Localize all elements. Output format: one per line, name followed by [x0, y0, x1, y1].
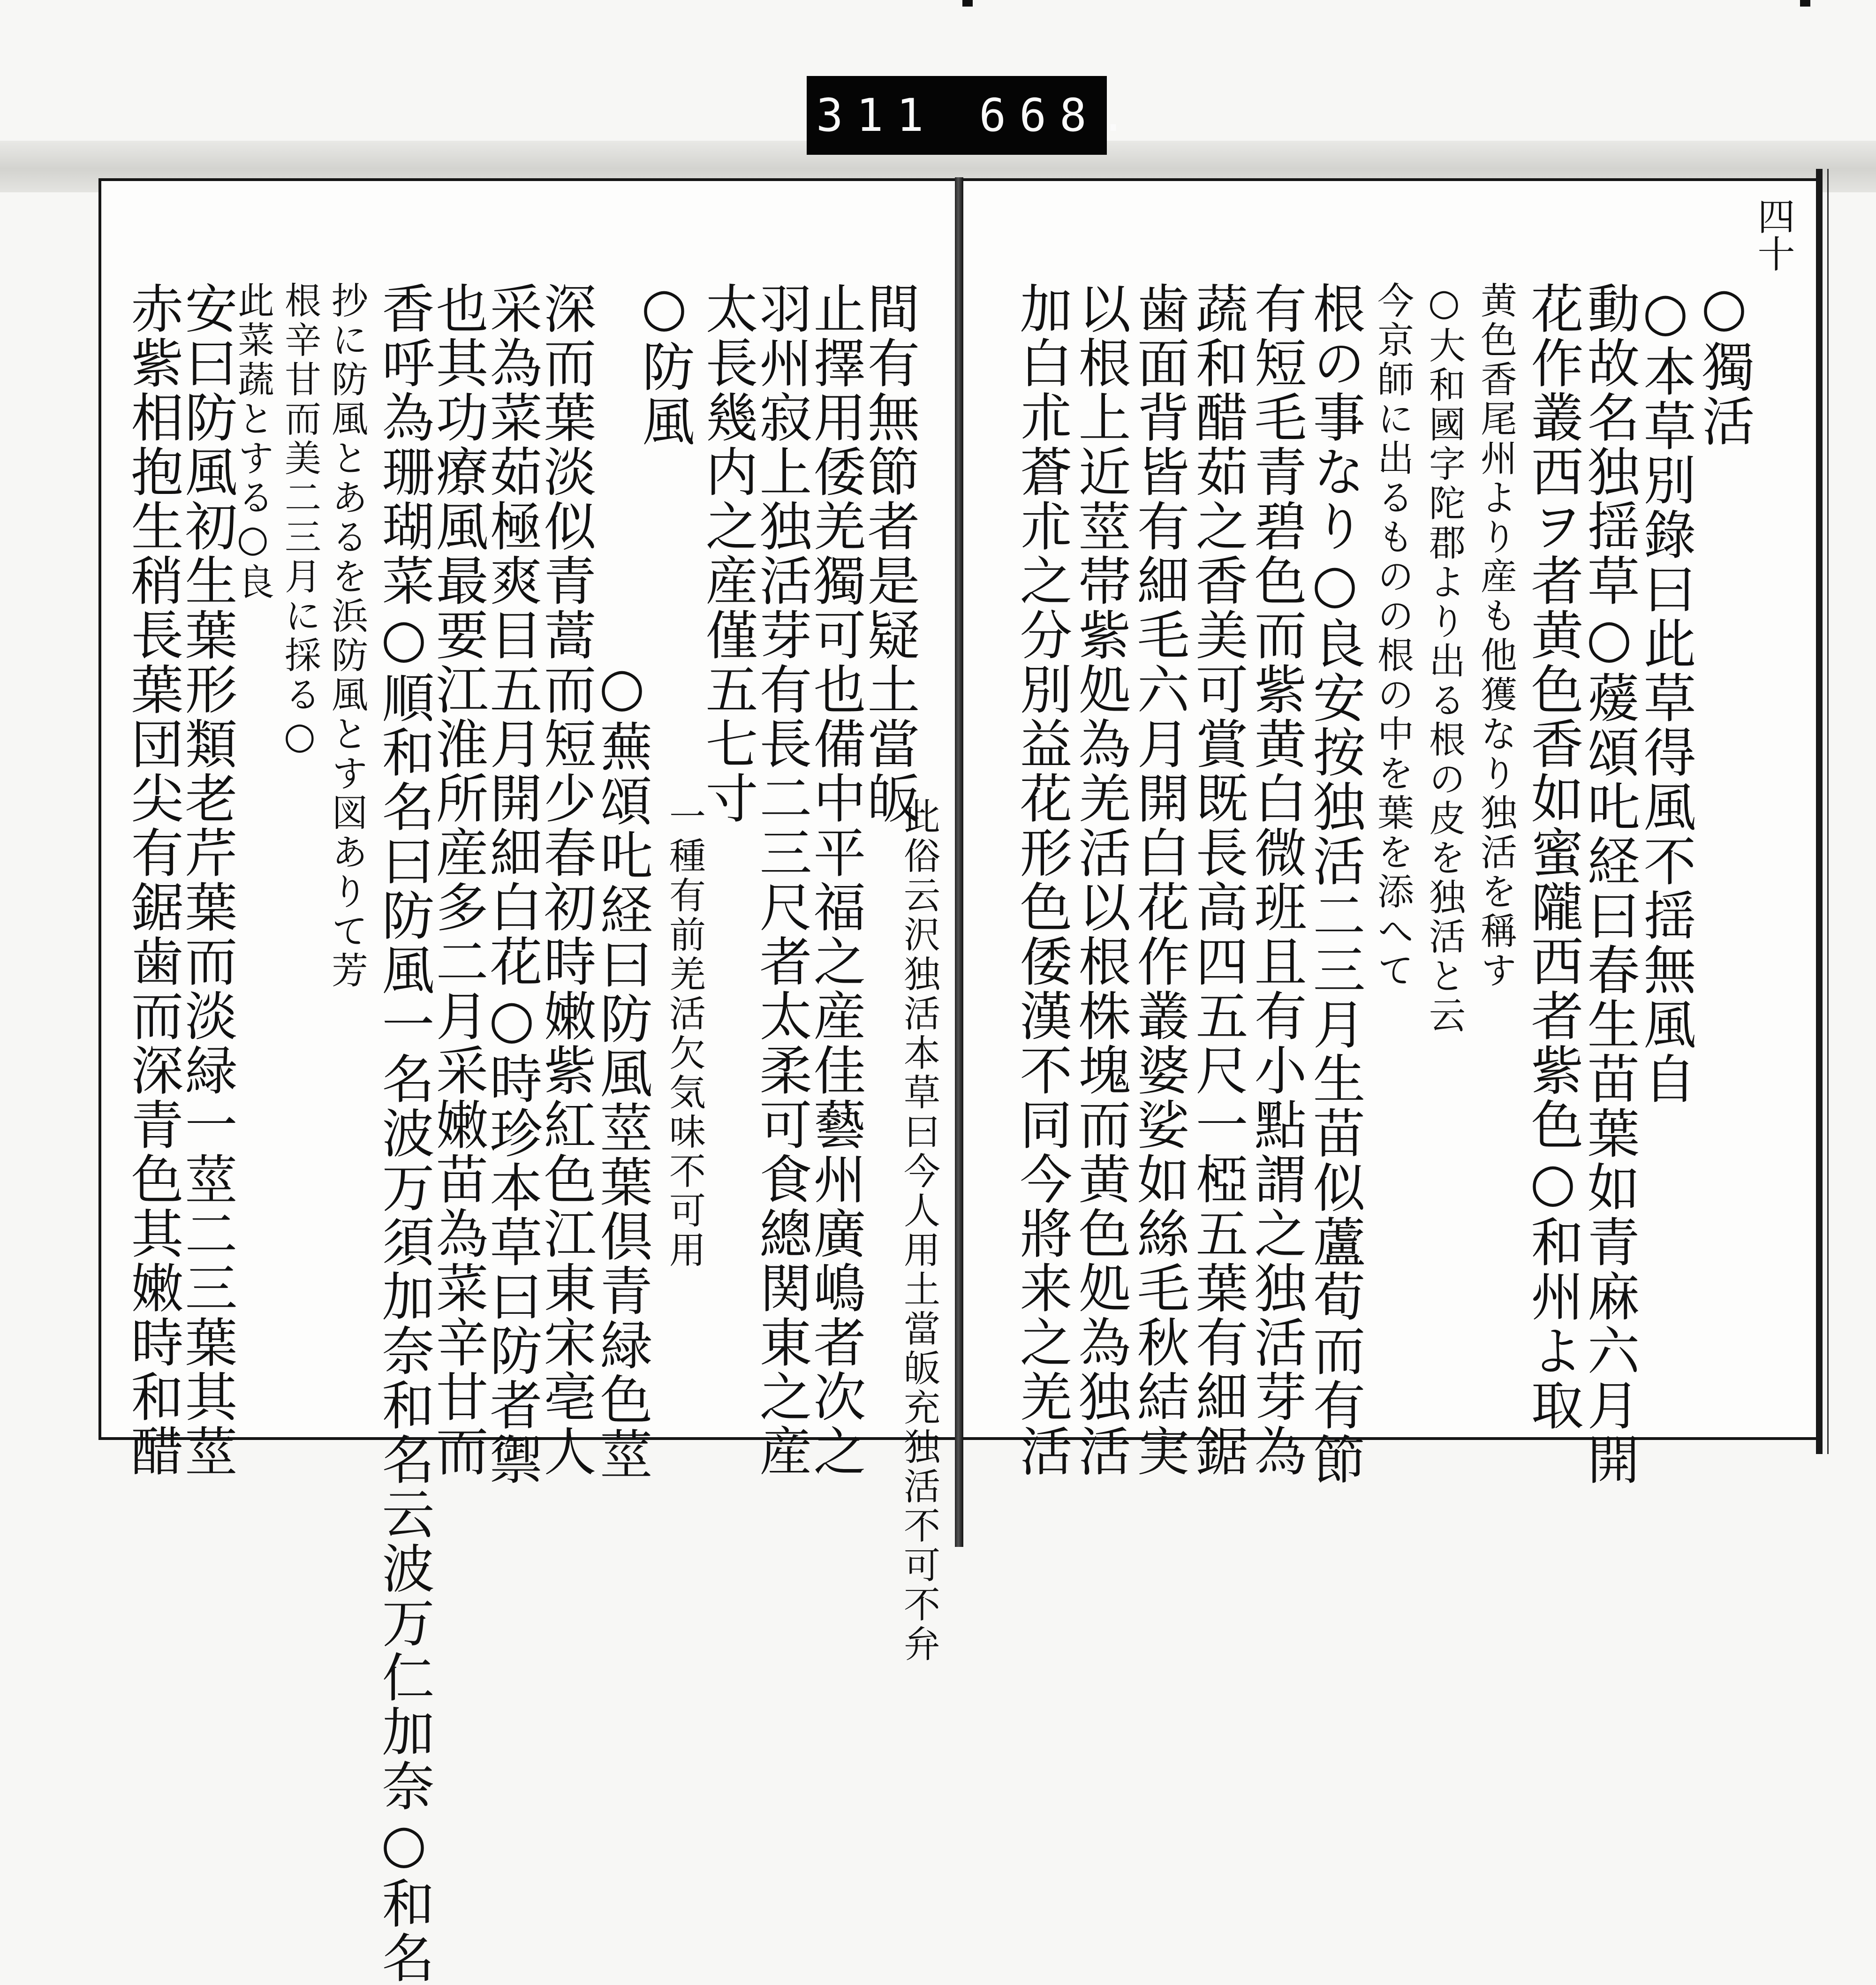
interlinear-note: 此俗云沢独活本草曰今人用土當皈充独活不可不弁 — [898, 797, 940, 1664]
interlinear-note: 一種有前羌活欠気味不可用 — [663, 797, 705, 1270]
entry-heading-dokkatsu: ○獨活 — [1694, 277, 1755, 448]
call-number-left: 311 — [816, 89, 937, 142]
call-number-right: 668. — [979, 89, 1140, 142]
text-column: 赤紫相抱生稍長葉団尖有鋸歯而深青色其嫩時和醋 — [122, 281, 183, 1478]
book-spine — [955, 177, 963, 1547]
cursive-annotation-column: 根辛甘而美二三月に採る○ — [279, 281, 321, 760]
text-column: 也其功療風最要江淮所産多二月采嫩苗為菜辛甘而 — [427, 281, 488, 1478]
text-column: 以根上近莖帯紫処為羌活以根株塊而黄色処為独活 — [1070, 281, 1131, 1478]
text-column: ○蕪頌𠮟経曰防風莖葉倶青緑色莖 — [591, 657, 652, 1481]
top-edge-mark — [962, 0, 973, 7]
text-column: ○本草別錄曰此草得風不揺無風自 — [1635, 281, 1696, 1106]
cursive-annotation-column: 黄色香尾州より産も他獲なり独活を稱す — [1475, 281, 1517, 991]
text-column: 動故名独揺草○蕿頌𠮟経曰春生苗葉如青麻六月開 — [1579, 281, 1640, 1487]
text-column: 間有無節者是疑土當皈 — [859, 281, 920, 826]
text-column: 蔬和醋茹之香美可賞既長高四五尺一椏五葉有細鋸 — [1187, 281, 1248, 1478]
text-column: 加白朮蒼朮之分別益花形色倭漢不同今將来之羌活 — [1011, 281, 1072, 1478]
text-column: 羽州寂上独活芽有長二三尺者太柔可食總関東之産 — [751, 281, 812, 1478]
page-edge — [1816, 169, 1823, 1454]
cursive-annotation-column: 今京師に出るものの根の中を葉を添へて — [1371, 281, 1414, 991]
cursive-annotation-column: ○大和國字陀郡より出る根の皮を独活と云 — [1423, 281, 1465, 1036]
text-column: 花作叢西ヲ者黄色香如蜜隴西者紫色○和州よ取 — [1522, 281, 1583, 1432]
call-number-label — [807, 76, 1140, 155]
text-column: 有短毛青碧色而紫黄白微班且有小點謂之独活芽為 — [1246, 281, 1307, 1478]
text-column: 安曰防風初生葉形類老芹葉而淡緑一莖二三葉其莖 — [176, 281, 237, 1478]
cursive-annotation-column: 抄に防風とあるを浜防風とす図ありて芳 — [325, 281, 368, 991]
text-column: 香呼為珊瑚菜○順和名曰防風一名波万須加奈和名云波万仁加奈○和名 — [373, 281, 434, 1985]
entry-heading-bofu: ○防風 — [634, 277, 695, 448]
text-column: 深而葉淡似青蒿而短少春初時嫩紫紅色江東宋亳人 — [535, 281, 596, 1478]
cursive-annotation-column: 此菜蔬とする○良 — [232, 281, 274, 602]
page-number: 四十 — [1751, 197, 1795, 272]
text-column: 太長幾内之産僅五七寸 — [697, 281, 758, 826]
page-edge-line — [1827, 169, 1829, 1454]
text-column: 止擇用倭羌獨可也備中平福之産佳藝州廣嶋者次之 — [805, 281, 866, 1478]
top-edge-mark — [1800, 0, 1810, 7]
text-column: 采為菜茹極爽目五月開細白花○時珍本草曰防者禦 — [481, 281, 542, 1487]
text-column: 根の事なり○良安按独活二三月生苗似蘆荀而有節 — [1304, 281, 1365, 1487]
text-column: 歯面背皆有細毛六月開白花作叢婆娑如絲毛秋結実 — [1128, 281, 1189, 1478]
